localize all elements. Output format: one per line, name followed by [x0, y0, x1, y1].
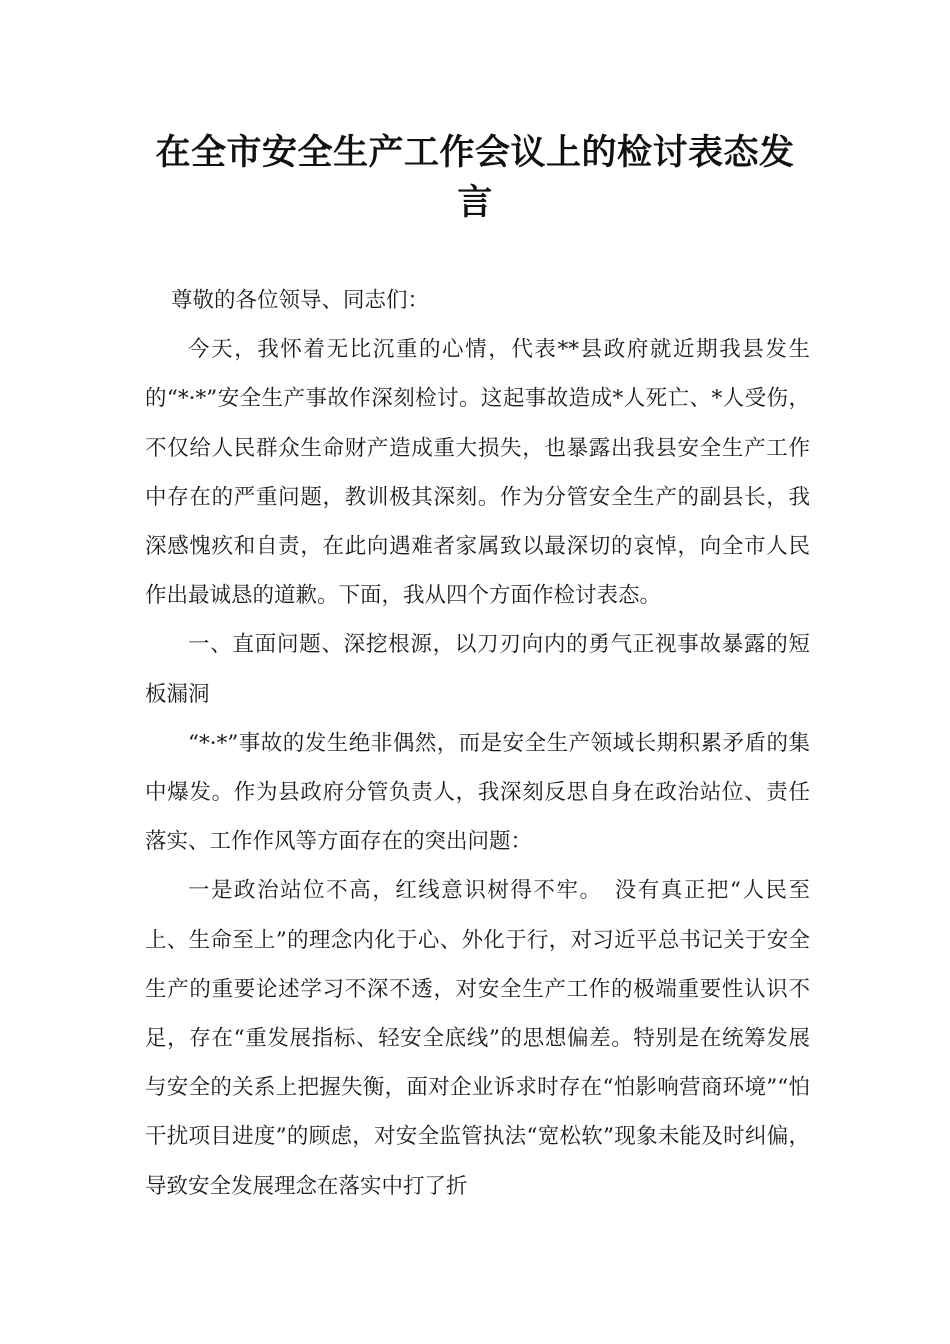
document-body [145, 276, 810, 1211]
section-heading-1: 一、直面问题、深挖根源，以刀刃向内的勇气正视事故暴露的短板漏洞 [145, 632, 810, 707]
paragraph-point-1: 一是政治站位不高，红线意识树得不牢。 没有真正把“人民至上、生命至上”的理念内化于心、外化于行，对习近平总书记关于安全生产的重要论述学习不深不透，对安全生产工作的极端重要性认识不足，存在“重发展指标、轻安全底线”的思想偏差。特别是在统筹发展与安全的关系上把握失衡，面对企业诉求时存在“怕影响营商环境”“怕干扰项目进度”的顾虑，对安全监管执法“宽松软”现象未能及时纠偏，导致安全发展理念在落实中打了折 [145, 878, 810, 1199]
paragraph-section-1: “*·*”事故的发生绝非偶然，而是安全生产领域长期积累矛盾的集中爆发。作为县政府分管负责人，我深刻反思自身在政治站位、责任落实、工作作风等方面存在的突出问题： [145, 730, 810, 855]
salutation: 尊敬的各位领导、同志们： [171, 288, 430, 313]
paragraph-intro: 今天，我怀着无比沉重的心情，代表**县政府就近期我县发生的“*·*”安全生产事故作深刻检讨。这起事故造成*人死亡、*人受伤，不仅给人民群众生命财产造成重大损失，也暴露出我县安全生产工作中存在的严重问题，教训极其深刻。作为分管安全生产的副县长，我深感愧疚和自责，在此向遇难者家属致以最深切的哀悼，向全市人民作出最诚恳的道歉。下面，我从四个方面作检讨表态。 [145, 337, 810, 609]
document-title: 在全市安全生产工作会议上的检讨表态发言 [155, 133, 795, 223]
